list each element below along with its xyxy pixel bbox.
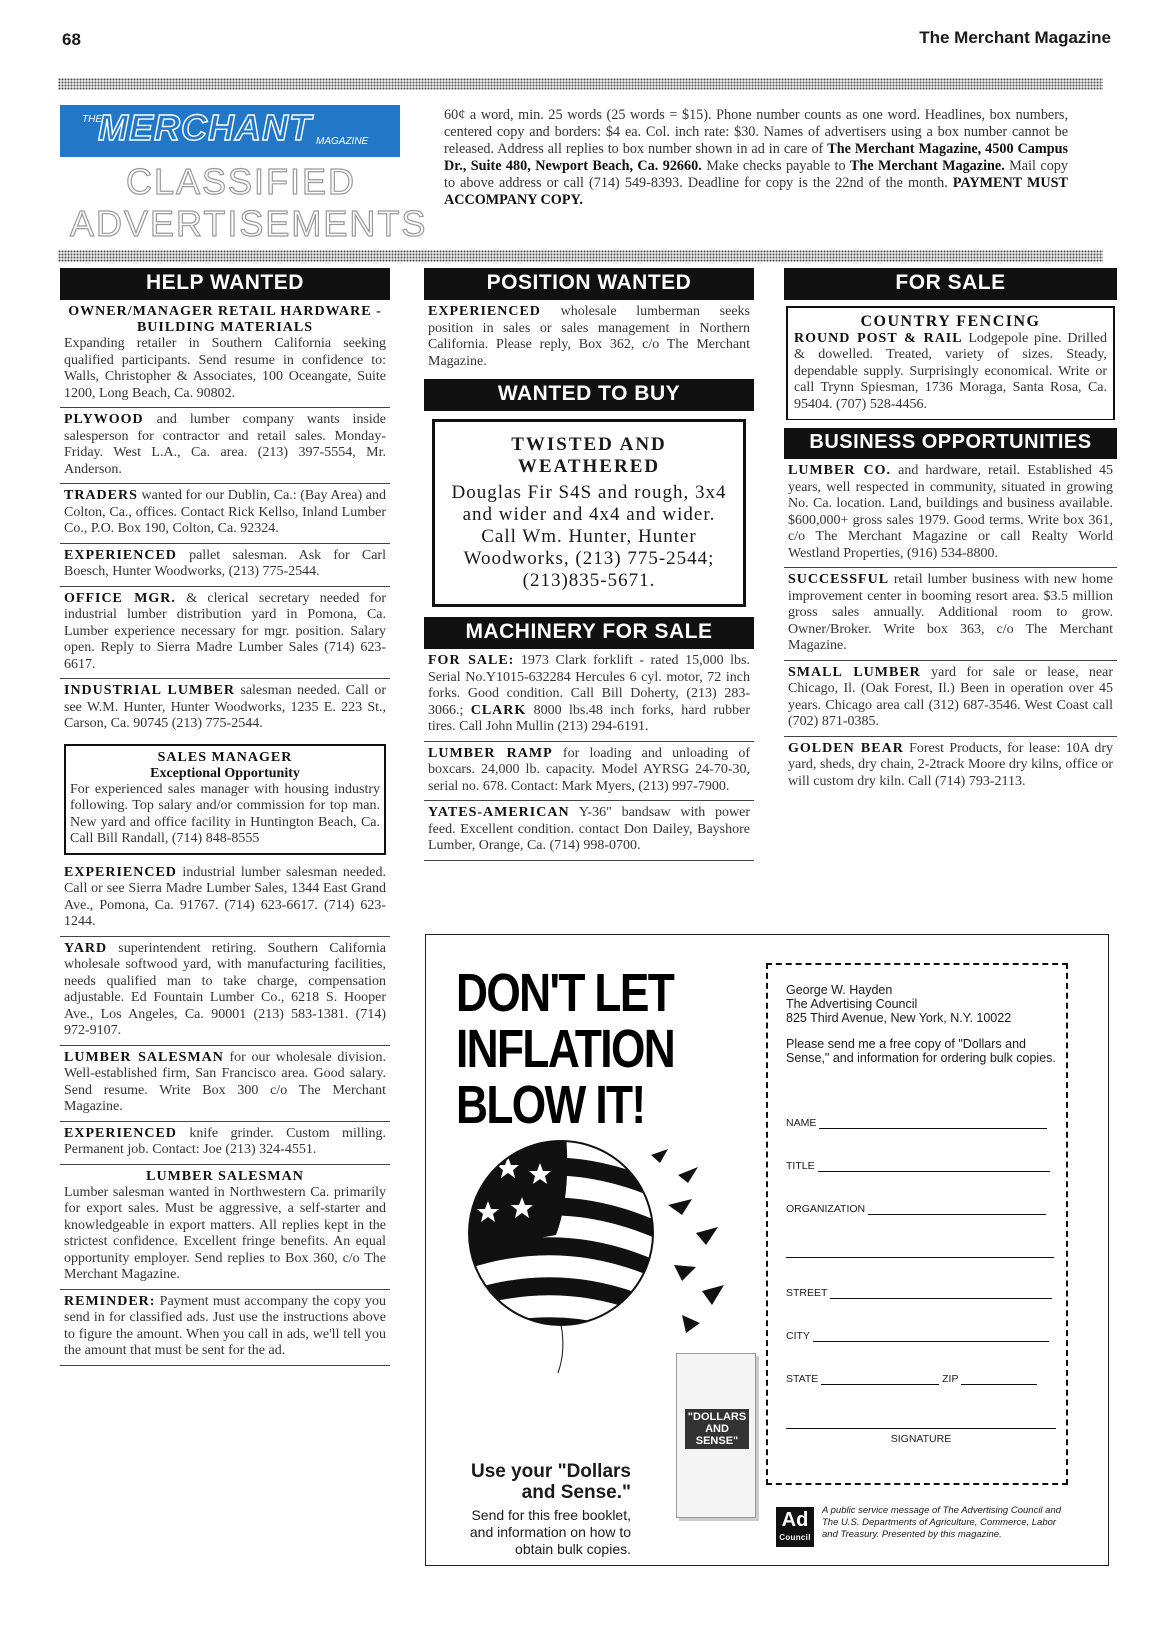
section-header-for-sale: FOR SALE xyxy=(784,268,1117,300)
ad-item: SUCCESSFUL retail lumber business with new home improvement center in booming resort area. $3.5 million gross sales annually. Additional room to grow. Owner/Broker. Write box 363, c/o The Merchant Magazine. xyxy=(784,568,1117,661)
booklet-image: "DOLLARS AND SENSE" xyxy=(676,1353,756,1518)
page-number: 68 xyxy=(62,30,81,49)
section-header-help-wanted: HELP WANTED xyxy=(60,268,390,300)
ad-item: LUMBER CO. and hardware, retail. Established 45 years, well respected in community, situated in growing No. Ca. location. Land, buildings and business available. $600,000+ gross sales 1979. Good terms. Write box 361, c/o The Merchant Magazine or call Realty World Westland Properties, (916) 534-8800. xyxy=(784,459,1117,568)
ad-item: LUMBER SALESMAN for our wholesale division. Well-established firm, San Francisco area. Good salary. Send resume. Write Box 300 c/o The Merchant Magazine. xyxy=(60,1046,390,1122)
logo-the: THE xyxy=(82,114,102,125)
ad-item-reminder: REMINDER: Payment must accompany the copy you send in for classified ads. Just use the instructions above to figure the amount. When you call in ads, we'll tell you the amount that must be sent for the ad. xyxy=(60,1290,390,1366)
ad-item: EXPERIENCED wholesale lumberman seeks position in sales or sales management in Northern California. Please reply, Box 362, c/o The Merchant Magazine. xyxy=(428,304,750,369)
name-field[interactable]: NAME xyxy=(786,1117,1056,1129)
ad-country-fencing: COUNTRY FENCING ROUND POST & RAIL Lodgepole pine. Drilled & dowelled. Treated, variety of sizes. Steady, dependable supply. Surprisingly economical. Write or call Trynn Spiesman, 1736 Moraga, Santa Rosa, Ca. 95404. (707) 528-4456. xyxy=(786,306,1115,420)
ad-item: LUMBER SALESMAN Lumber salesman wanted in Northwestern Ca. primarily for export sales. Must be aggressive, a self-starter and knowledgeable in export matters. All replies kept in the strictest confidence. Excellent fringe benefits. An equal opportunity employer. Send replies to Box 360, c/o The Merchant Magazine. xyxy=(60,1165,390,1290)
organization-line-2[interactable] xyxy=(786,1246,1056,1258)
psa-title: DON'T LET INFLATION BLOW IT! xyxy=(456,963,675,1135)
masthead xyxy=(60,105,428,245)
ad-item: EXPERIENCED pallet salesman. Ask for Carl Boesch, Hunter Woodworks, (213) 775-2544. xyxy=(60,544,390,587)
logo-wordmark: MERCHANT xyxy=(98,107,312,148)
advertisements-heading: ADVERTISEMENTS xyxy=(70,203,428,244)
coupon-address: George W. Hayden The Advertising Council 825 Third Avenue, New York, N.Y. 10022 xyxy=(786,983,1012,1025)
psa-advertisement xyxy=(425,934,1109,1566)
ad-item: INDUSTRIAL LUMBER salesman needed. Call or see W.M. Hunter, Hunter Woodworks, 1235 E. 223 St., Carson, Ca. 90745 (213) 775-2544. xyxy=(64,683,386,731)
title-field[interactable]: TITLE xyxy=(786,1160,1056,1172)
column-for-sale xyxy=(784,268,1117,795)
ad-twisted-weathered: TWISTED AND WEATHERED Douglas Fir S4S and rough, 3x4 and wider and 4x4 and wider. Call Wm. Hunter, Hunter Woodworks, (213) 775-2544; (213)835-5671. xyxy=(432,419,746,607)
ad-item: TRADERS wanted for our Dublin, Ca.: (Bay Area) and Colton, Ca., offices. Contact Rick Kellso, Inland Lumber Co., P.O. Box 190, Colton, Ca. 92324. xyxy=(60,484,390,544)
city-field[interactable]: CITY xyxy=(786,1330,1056,1342)
section-header-machinery: MACHINERY FOR SALE xyxy=(424,617,754,649)
ad-item: EXPERIENCED knife grinder. Custom milling. Permanent job. Contact: Joe (213) 324-4551. xyxy=(60,1122,390,1165)
ad-item: PLYWOOD and lumber company wants inside salesperson for contractor and retail sales. Monday-Friday. West L.A., Ca. area. (213) 397-5554, Mr. Anderson. xyxy=(60,408,390,484)
logo-magazine: MAGAZINE xyxy=(316,136,369,147)
classified-heading: CLASSIFIED xyxy=(126,161,357,202)
organization-field[interactable]: ORGANIZATION xyxy=(786,1203,1056,1215)
ad-item: EXPERIENCED industrial lumber salesman needed. Call or see Sierra Madre Lumber Sales, 1344 East Grand Ave., Pomona, Ca. 91767. (714) 623-6617. (714) 623-1244. xyxy=(60,861,390,937)
psa-use-your: Use your "Dollars and Sense." xyxy=(470,1461,631,1503)
order-coupon xyxy=(766,963,1068,1485)
section-header-position-wanted: POSITION WANTED xyxy=(424,268,754,300)
street-field[interactable]: STREET xyxy=(786,1287,1056,1299)
publication-name: The Merchant Magazine xyxy=(919,28,1111,47)
logo-bar xyxy=(60,105,400,157)
state-zip-field[interactable]: STATE ZIP xyxy=(786,1373,1056,1385)
signature-field[interactable]: SIGNATURE xyxy=(786,1428,1056,1445)
column-position-wanted xyxy=(424,268,754,861)
coupon-request: Please send me a free copy of "Dollars and Sense," and information for ordering bulk copies. xyxy=(786,1037,1056,1065)
ad-item: FOR SALE: 1973 Clark forklift - rated 15,000 lbs. Serial No.Y1015-632284 Hercules 6 cyl. motor, 72 inch forks. Good condition. Call Bill Doherty, (213) 283-3066.; CLARK 8000 lbs.48 inch forks, hard rubber tires. Call John Mullin (213) 294-6191. xyxy=(424,649,754,742)
flag-balloon-illustration xyxy=(446,1115,746,1375)
rates-text: 60¢ a word, min. 25 words (25 words = $15). Phone number counts as one word. Headlines, box numbers, centered copy and borders: $4 ea. Col. inch rate: $30. Names of advertisers using a box number cannot be released. Address all replies to box number shown in ad in care of The Merchant Magazine, 4500 Campus Dr., Suite 480, Newport Beach, Ca. 92660. Make checks payable to The Merchant Magazine. Mail copy to above address or call (714) 549-8393. Deadline for copy is the 22nd of the month. PAYMENT MUST ACCOMPANY COPY. xyxy=(444,107,1068,208)
ad-item-boxed: SALES MANAGER Exceptional Opportunity For experienced sales manager with housing industry following. Top salary and/or commission for top man. New yard and office facility in Huntington Beach, Ca. Call Bill Randall, (714) 848-8555 xyxy=(64,744,386,855)
section-header-business: BUSINESS OPPORTUNITIES xyxy=(784,428,1117,459)
dotted-rule-mid xyxy=(58,250,1103,262)
ad-item: LUMBER RAMP for loading and unloading of boxcars. 24,000 lb. capacity. Model AYRSG 24-70-30, serial no. 678. Contact: Mark Myers, (213) 997-7900. xyxy=(424,742,754,802)
ad-item: SMALL LUMBER yard for sale or lease, near Chicago, Il. (Oak Forest, Il.) Been in operation over 45 years. Chicago area call (312) 687-3546. West Coast call (702) 871-0385. xyxy=(784,661,1117,737)
ad-item: YATES-AMERICAN Y-36" bandsaw with power feed. Excellent condition. contact Don Dailey, Bayshore Lumber, Orange, Ca. (714) 998-0700. xyxy=(424,801,754,861)
ad-item: OFFICE MGR. & clerical secretary needed for industrial lumber distribution yard in Pomona, Ca. Lumber experience necessary for mgr. position. Salary open. Reply to Sierra Madre Lumber Sales (714) 623-6617. xyxy=(60,587,390,680)
column-help-wanted xyxy=(60,268,390,1366)
ad-item: OWNER/MANAGER RETAIL HARDWARE - BUILDING MATERIALS Expanding retailer in Southern California seeking qualified participants. Send resume in confidence to: Walls, Christopher & Associates, 100 Oceangate, Suite 1200, Long Beach, Ca. 90802. xyxy=(60,300,390,408)
ad-item: YARD superintendent retiring. Southern California wholesale softwood yard, with manufacturing facilities, needs qualified man to take charge, compensation adjustable. Ed Fountain Lumber Co., 6218 S. Hooper Ave., Los Angeles, Ca. 90001 (213) 583-1381. (714) 972-9107. xyxy=(60,937,390,1046)
ad-council-credit: A public service message of The Advertising Council and The U.S. Departments of Agriculture, Commerce, Labor and Treasury. Presented by this magazine. xyxy=(822,1505,1062,1540)
section-header-wanted-to-buy: WANTED TO BUY xyxy=(424,379,754,411)
ad-council-logo: Ad Council xyxy=(776,1507,814,1547)
dotted-rule-top xyxy=(58,78,1103,90)
psa-send-text: Send for this free booklet, and information on how to obtain bulk copies. xyxy=(469,1507,631,1557)
ad-item: GOLDEN BEAR Forest Products, for lease: 10A dry yard, sheds, dry chain, 2-2track Moore dry kilns, office or will custom dry kiln. Call (714) 793-2113. xyxy=(788,740,1113,789)
